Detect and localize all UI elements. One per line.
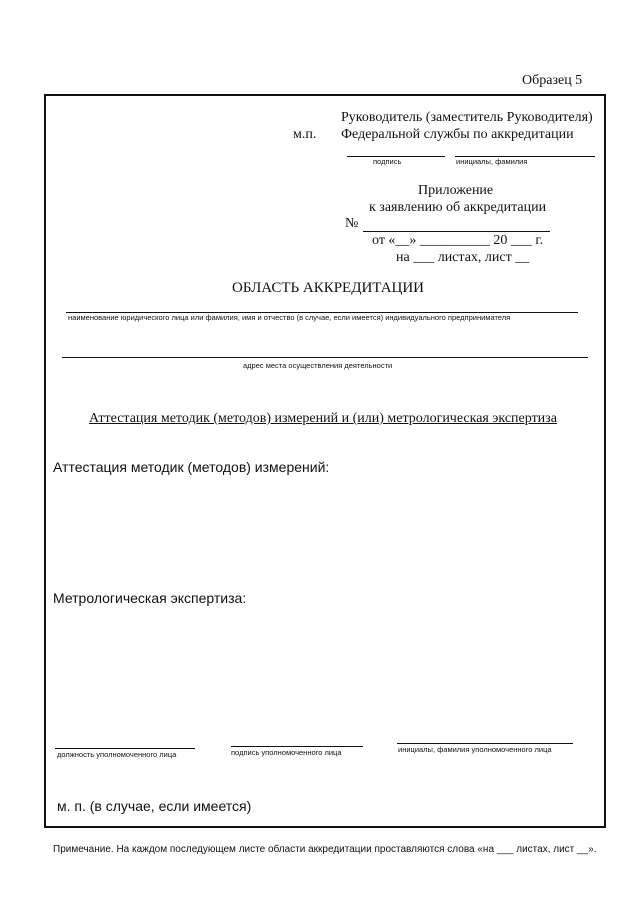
head-initials-caption: инициалы, фамилия (456, 157, 528, 166)
footnote: Примечание. На каждом последующем листе области аккредитации проставляются слова «на ___ листах, лист __». (53, 844, 597, 855)
sample-label: Образец 5 (522, 73, 583, 88)
address-caption: адрес места осуществления деятельности (243, 361, 393, 370)
appendix-date-line: от «__» __________ 20 ___ г. (372, 233, 544, 248)
address-line (62, 357, 588, 358)
section-methods-heading: Аттестация методик (методов) измерений: (53, 459, 330, 475)
section-expertise-heading: Метрологическая экспертиза: (53, 590, 247, 606)
position-line (55, 748, 195, 749)
head-line-2: Федеральной службы по аккредитации (341, 127, 574, 142)
name-caption: инициалы, фамилия уполномоченного лица (398, 745, 552, 754)
appendix-number-prefix: № (345, 216, 359, 231)
page-title: ОБЛАСТЬ АККРЕДИТАЦИИ (232, 280, 425, 296)
head-signature-caption: подпись (373, 157, 402, 166)
appendix-number-line (363, 231, 550, 232)
section-subtitle: Аттестация методик (методов) измерений и (или) метрологическая экспертиза (89, 411, 557, 426)
appendix-line-1: Приложение (418, 183, 494, 198)
signature-caption: подпись уполномоченного лица (231, 748, 342, 757)
org-name-caption: наименование юридического лица или фамилия, имя и отчество (в случае, если имеется) индивидуального предпринимателя (68, 313, 511, 322)
appendix-sheets-line: на ___ листах, лист __ (396, 250, 530, 265)
appendix-line-2: к заявлению об аккредитации (369, 200, 547, 215)
name-line (397, 743, 573, 744)
head-line-1: Руководитель (заместитель Руководителя) (341, 110, 593, 125)
position-caption: должность уполномоченного лица (57, 750, 177, 759)
mp-label: м.п. (293, 127, 317, 142)
stamp-label: м. п. (в случае, если имеется) (57, 798, 252, 814)
signature-line (231, 746, 363, 747)
